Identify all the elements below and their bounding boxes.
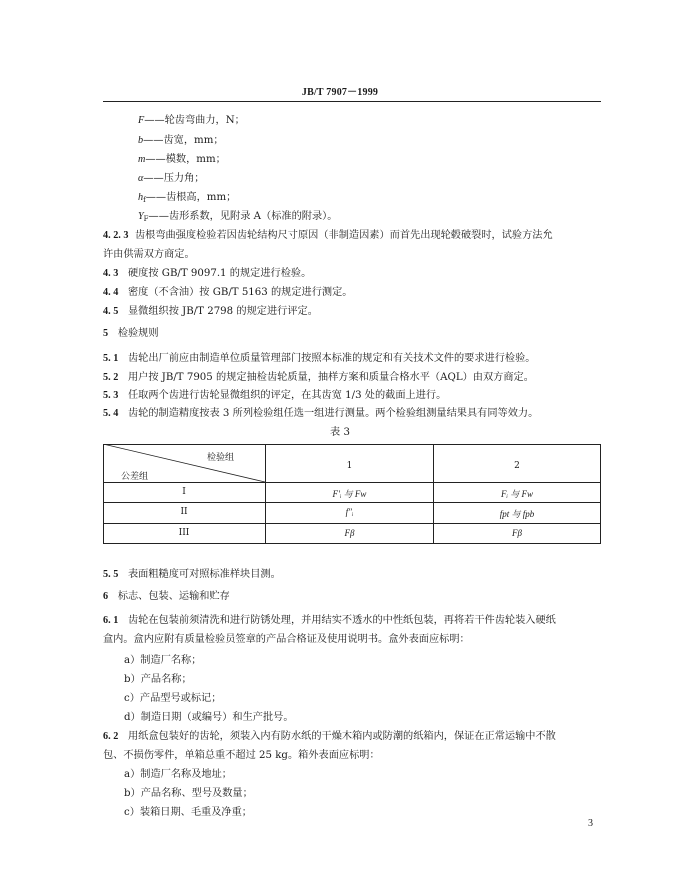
clause-4-2-3: 4. 2. 3 齿根弯曲强度检验若因齿轮结构尺寸原因（非制造因素）而首先出现轮毂破裂时，试验方法允: [103, 230, 553, 241]
symbol-def-b: b——齿宽，mm；: [138, 135, 224, 146]
clause-6-1-cont: 盒内。盒内应附有质量检验员签章的产品合格证及使用说明书。盒外表面应标明：: [103, 634, 470, 645]
clause-5-2: 5. 2 用户按 JB/T 7905 的规定抽检齿轮质量，抽样方案和质量合格水平（AQL）由双方商定。: [103, 372, 534, 383]
header-tolerance-group: 公差组: [121, 472, 149, 482]
table-caption: 表 3: [330, 427, 350, 438]
clause-6-1: 6. 1 齿轮在包装前须清洗和进行防锈处理，并用结实不透水的中性纸包装，再将若干件齿轮装入硬纸: [103, 615, 556, 626]
list-item: b）产品名称；: [124, 674, 192, 685]
section-6-heading: 6 标志、包装、运输和贮存: [103, 591, 230, 602]
list-item: d）制造日期（或编号）和生产批号。: [124, 712, 294, 723]
clause-5-4: 5. 4 齿轮的制造精度按表 3 所列检验组任选一组进行测量。两个检验组测量结果具有同等效力。: [103, 408, 539, 419]
list-item: a）制造厂名称；: [124, 655, 202, 666]
clause-4-4: 4. 4 密度（不含油）按 GB/T 5163 的规定进行测定。: [103, 287, 353, 298]
clause-4-5: 4. 5 显微组织按 JB/T 2798 的规定进行评定。: [103, 306, 318, 317]
clause-5-3: 5. 3 任取两个齿进行齿轮显微组织的评定，在其齿宽 1/3 处的截面上进行。: [103, 390, 447, 401]
symbol-def-YF: $Y_F——$齿形系数，见附录 A（标准的附录）。: [138, 211, 338, 223]
row-II-col1: f″ᵢ: [345, 507, 354, 517]
document-header-code: JB/T 7907－1999: [301, 87, 379, 98]
clause-4-3: 4. 3 硬度按 GB/T 9097.1 的规定进行检验。: [103, 268, 312, 279]
row-group-III: III: [178, 528, 190, 538]
symbol-def-alpha: α——压力角；: [138, 173, 205, 184]
symbol-def-m: m——模数，mm；: [138, 154, 226, 165]
clause-4-2-3-cont: 许由供需双方商定。: [103, 249, 195, 260]
col-header-1: 1: [346, 461, 353, 471]
row-group-II: II: [180, 507, 188, 517]
symbol-def-hf: $h_f——$齿根高，mm；: [138, 192, 237, 204]
table-3: [103, 444, 601, 544]
clause-5-1: 5. 1 齿轮出厂前应由制造单位质量管理部门按照本标准的规定和有关技术文件的要求进行检验。: [103, 353, 536, 364]
clause-6-2: 6. 2 用纸盒包装好的齿轮，须装入内有防水纸的干燥木箱内或防潮的纸箱内，保证在正常运输中不散: [103, 731, 556, 742]
row-group-I: I: [182, 487, 186, 497]
row-II-col2: fpt 与 fpb: [499, 509, 535, 519]
row-III-col2: Fβ: [512, 528, 522, 538]
clause-5-5: 5. 5 表面粗糙度可对照标准样块目测。: [103, 569, 281, 580]
list-item: a）制造厂名称及地址；: [124, 769, 232, 780]
row-I-col1: F′ᵢ 与 Fw: [332, 489, 367, 499]
header-rule: [103, 101, 601, 102]
list-item: b）产品名称、型号及数量；: [124, 788, 253, 799]
clause-6-2-cont: 包、不损伤零件，单箱总重不超过 25 kg。箱外表面应标明：: [103, 750, 380, 761]
symbol-def-F: F——轮齿弯曲力，N；: [138, 115, 245, 126]
row-III-col1: Fβ: [344, 528, 355, 538]
list-item: c）装箱日期、毛重及净重；: [124, 807, 252, 818]
row-I-col2: Fᵢ 与 Fw: [501, 489, 533, 499]
col-header-2: 2: [514, 461, 520, 471]
header-inspection-group: 检验组: [207, 453, 235, 463]
section-5-heading: 5 检验规则: [103, 328, 159, 339]
page-number: 3: [588, 818, 593, 829]
list-item: c）产品型号或标记；: [124, 693, 222, 704]
